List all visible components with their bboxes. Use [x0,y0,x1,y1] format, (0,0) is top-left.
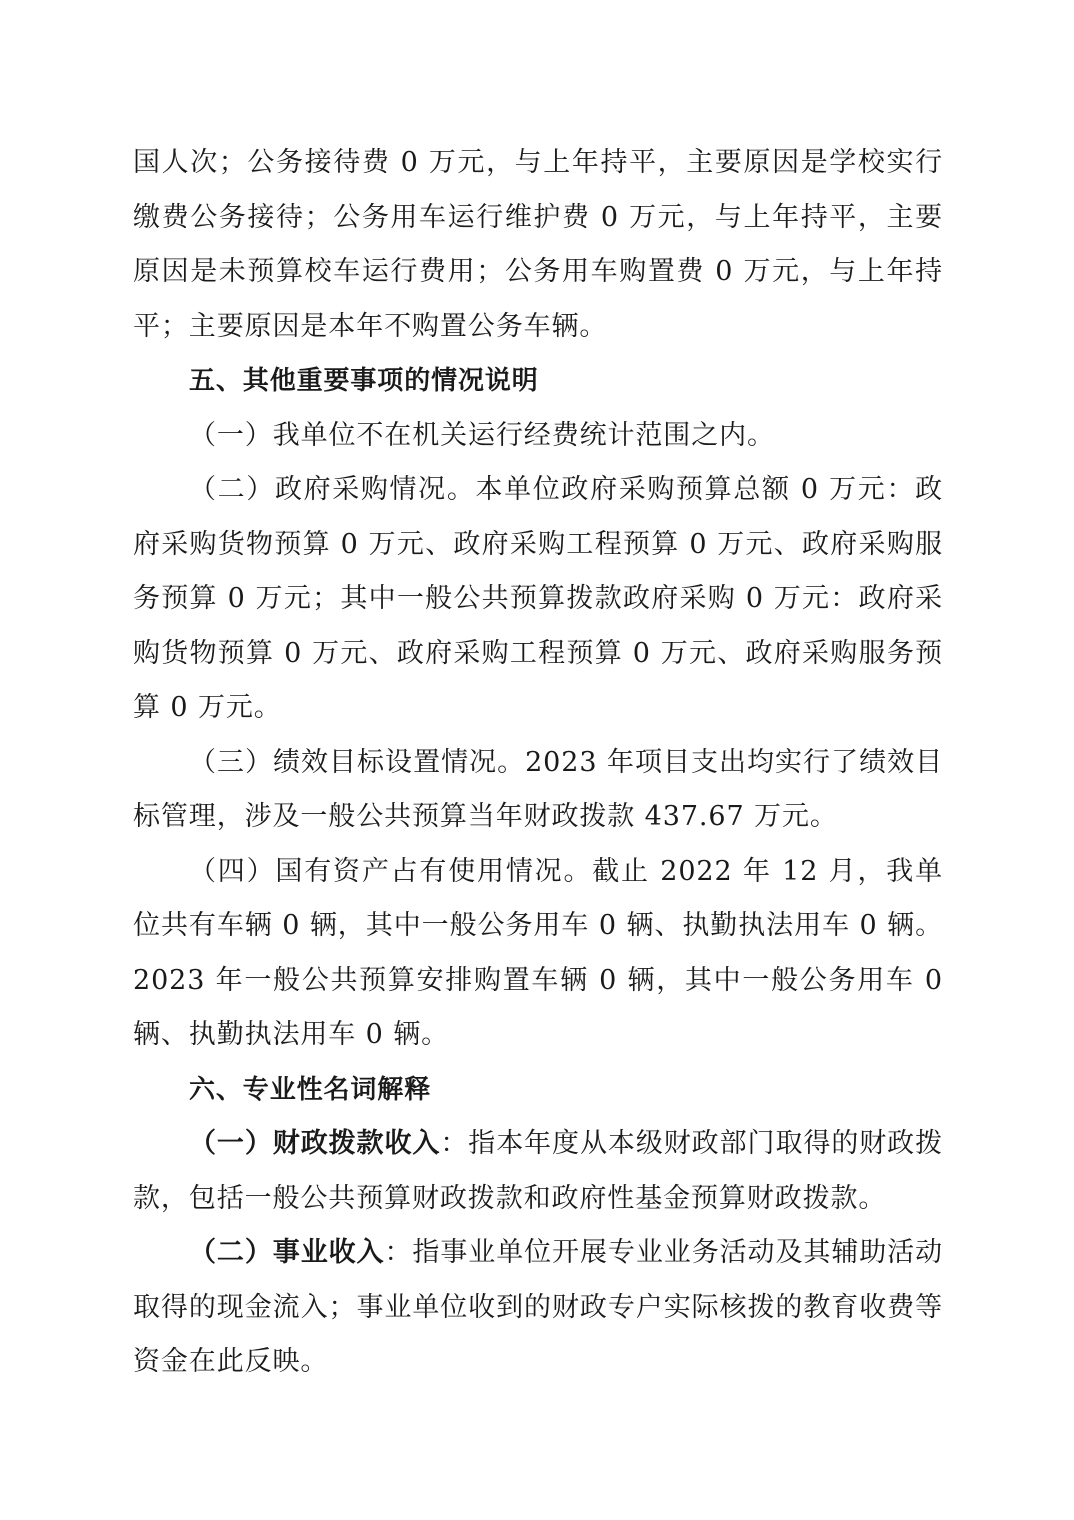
paragraph-public-expenses: 国人次；公务接待费 0 万元，与上年持平，主要原因是学校实行缴费公务接待；公务用车运行维护费 0 万元，与上年持平，主要原因是未预算校车运行费用；公务用车购置费 0 万元，与上年持平；主要原因是本年不购置公务车辆。 [133,147,943,342]
document-body [133,136,943,1390]
section-heading-terminology: 六、专业性名词解释 [189,1074,432,1105]
paragraph-government-procurement: （二）政府采购情况。本单位政府采购预算总额 0 万元：政府采购货物预算 0 万元、政府采购工程预算 0 万元、政府采购服务预算 0 万元；其中一般公共预算拨款政府采购 0 万元：政府采购货物预算 0 万元、政府采购工程预算 0 万元、政府采购服务预算 0 万元。 [133,474,943,723]
term-business-income: （二）事业收入 [189,1237,385,1268]
paragraph-fiscal-appropriation [133,1117,943,1226]
section-heading-other-matters: 五、其他重要事项的情况说明 [189,366,539,396]
paragraph-business-income [133,1226,943,1390]
definition-business-income: ：指事业单位开展专业业务活动及其辅助活动取得的现金流入；事业单位收到的财政专户实际核拨的教育收费等资金在此反映。 [133,1237,944,1377]
term-fiscal-appropriation: （一）财政拨款收入 [189,1128,441,1159]
paragraph-performance-targets: （三）绩效目标设置情况。2023 年项目支出均实行了绩效目标管理，涉及一般公共预算当年财政拨款 437.67 万元。 [133,746,943,832]
paragraph-operating-expenses: （一）我单位不在机关运行经费统计范围之内。 [189,419,775,451]
paragraph-state-assets: （四）国有资产占有使用情况。截止 2022 年 12 月，我单位共有车辆 0 辆，其中一般公务用车 0 辆、执勤执法用车 0 辆。2023 年一般公共预算安排购置车辆 0 辆，其中一般公务用车 0 辆、执勤执法用车 0 辆。 [133,855,943,1050]
definition-fiscal-appropriation: ：指本年度从本级财政部门取得的财政拨款，包括一般公共预算财政拨款和政府性基金预算财政拨款。 [133,1128,943,1214]
